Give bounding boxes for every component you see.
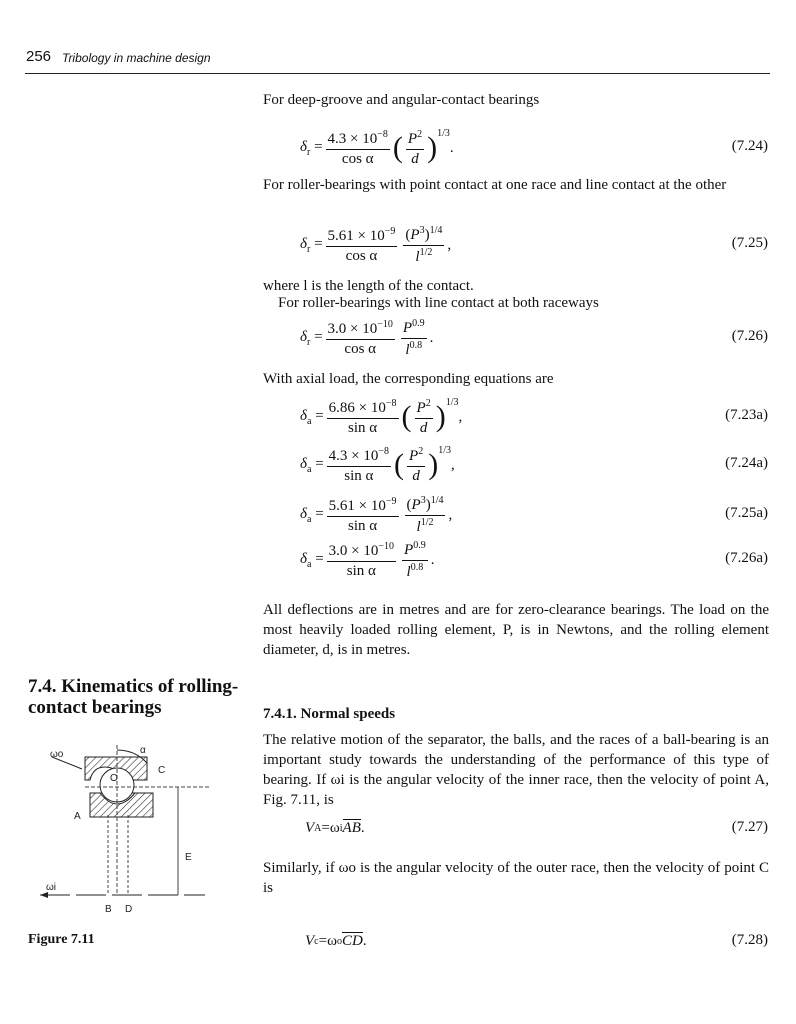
punctuation: . bbox=[430, 551, 435, 568]
exponent: 0.9 bbox=[413, 539, 426, 551]
p: P bbox=[409, 447, 419, 464]
l: l bbox=[416, 518, 421, 535]
subscript: r bbox=[306, 146, 311, 158]
punctuation: , bbox=[448, 506, 453, 523]
equation bbox=[305, 930, 367, 952]
exponent: −8 bbox=[385, 397, 397, 409]
paragraph: With axial load, the corresponding equations are bbox=[263, 371, 554, 387]
paragraph: For roller-bearings with point contact at one race and line contact at the other bbox=[263, 177, 727, 193]
equation-number: (7.27) bbox=[731, 819, 768, 835]
delta: δ bbox=[300, 407, 307, 424]
equation-number: (7.24) bbox=[731, 138, 768, 154]
l: l bbox=[405, 341, 410, 358]
equation bbox=[300, 318, 433, 358]
p: ( bbox=[405, 226, 411, 243]
denominator bbox=[415, 516, 436, 536]
section-heading: 7.4. Kinematics of rolling-contact bearings bbox=[28, 676, 239, 718]
fraction bbox=[407, 446, 425, 485]
fraction bbox=[327, 446, 391, 485]
power: 0.8 bbox=[410, 561, 424, 573]
p: P bbox=[404, 541, 414, 558]
numerator bbox=[326, 226, 398, 247]
right-paren: ) bbox=[435, 400, 446, 433]
fraction bbox=[403, 225, 444, 266]
l: l bbox=[406, 563, 411, 580]
punctuation: . bbox=[362, 932, 367, 949]
numerator bbox=[327, 398, 399, 419]
numerator bbox=[403, 225, 444, 246]
subscript: i bbox=[339, 822, 343, 834]
delta: δ bbox=[300, 235, 307, 252]
p: ) bbox=[424, 226, 430, 243]
power: 1/3 bbox=[438, 445, 451, 456]
label-o: O bbox=[110, 773, 118, 784]
paragraph: Similarly, if ωo is the angular velocity of the outer race, then the velocity of point C is bbox=[263, 860, 769, 896]
p: ( bbox=[406, 496, 412, 513]
p: P bbox=[402, 319, 413, 336]
power: 0.8 bbox=[409, 339, 423, 351]
subsection-heading: 7.4.1. Normal speeds bbox=[263, 706, 396, 722]
punctuation: . bbox=[429, 329, 434, 346]
equation-number: (7.25a) bbox=[725, 505, 768, 521]
numerator bbox=[415, 398, 433, 419]
coef: 4.3 × 10 bbox=[328, 447, 379, 464]
label-alpha: α bbox=[140, 745, 146, 756]
power: 1/4 bbox=[429, 224, 443, 236]
velocity: V bbox=[305, 932, 315, 949]
label-c: C bbox=[158, 765, 166, 776]
denominator: cos α bbox=[345, 247, 378, 264]
p: ) bbox=[425, 496, 431, 513]
subscript: c bbox=[314, 935, 319, 947]
d-symbol: d bbox=[419, 419, 428, 436]
equation-lhs bbox=[300, 329, 323, 348]
subscript: a bbox=[306, 415, 312, 427]
denominator: cos α bbox=[344, 340, 377, 357]
header-rule bbox=[25, 73, 770, 74]
fraction bbox=[327, 541, 396, 580]
fraction bbox=[415, 398, 433, 437]
fraction bbox=[327, 398, 399, 437]
right-paren: ) bbox=[428, 448, 439, 481]
numerator bbox=[327, 446, 391, 467]
p: P bbox=[416, 399, 426, 416]
numerator bbox=[406, 129, 424, 150]
label-omega-o: ωo bbox=[50, 749, 64, 760]
exponent: −8 bbox=[377, 128, 388, 140]
equation bbox=[300, 495, 452, 535]
numerator bbox=[401, 318, 427, 339]
exponent: −10 bbox=[378, 540, 395, 552]
equals: = bbox=[311, 407, 324, 424]
denominator: sin α bbox=[348, 419, 378, 436]
delta: δ bbox=[300, 550, 307, 567]
punctuation: , bbox=[447, 236, 452, 253]
equation-lhs bbox=[300, 551, 324, 570]
exponent: −9 bbox=[385, 495, 397, 507]
equation-lhs bbox=[300, 456, 324, 475]
p: P bbox=[410, 226, 420, 243]
exponent: 0.9 bbox=[412, 317, 425, 329]
fraction bbox=[327, 496, 399, 535]
denominator bbox=[403, 339, 424, 359]
delta: δ bbox=[300, 505, 307, 522]
equation-lhs bbox=[300, 408, 324, 427]
p: P bbox=[411, 496, 421, 513]
figure-caption: Figure 7.11 bbox=[28, 932, 95, 947]
numerator bbox=[327, 496, 399, 517]
label-omega-i: ωi bbox=[46, 882, 57, 893]
equals: = bbox=[311, 505, 324, 522]
power: 1/2 bbox=[419, 246, 433, 258]
exponent: 2 bbox=[418, 445, 424, 457]
left-paren: ( bbox=[392, 131, 403, 164]
subscript: a bbox=[306, 463, 312, 475]
denominator bbox=[413, 246, 434, 266]
numerator bbox=[407, 446, 425, 467]
numerator bbox=[327, 541, 396, 562]
equation-number: (7.26) bbox=[731, 328, 768, 344]
equation bbox=[300, 225, 451, 265]
subscript: A bbox=[314, 822, 322, 834]
exponent: 2 bbox=[425, 397, 431, 409]
coef: 3.0 × 10 bbox=[327, 320, 378, 337]
delta: δ bbox=[300, 328, 307, 345]
exponent: −8 bbox=[378, 445, 390, 457]
equation bbox=[300, 540, 434, 580]
paragraph: For roller-bearings with line contact at both raceways bbox=[278, 295, 599, 311]
punctuation: , bbox=[458, 408, 463, 425]
power: 1/2 bbox=[420, 516, 434, 528]
label-b: B bbox=[105, 904, 112, 915]
velocity: V bbox=[305, 819, 315, 836]
equation-number: (7.24a) bbox=[725, 455, 768, 471]
equation-number: (7.26a) bbox=[725, 550, 768, 566]
equation bbox=[300, 128, 454, 168]
exponent: 3 bbox=[419, 224, 425, 236]
label-a: A bbox=[74, 811, 81, 822]
rhs: =ω bbox=[318, 932, 337, 949]
coef: 4.3 × 10 bbox=[327, 130, 378, 147]
paragraph: The relative motion of the separator, the balls, and the races of a ball-bearing is an important study towards the understanding of the performance of this type of bearing. If ωi is the angular velocity of the inner race, then the velocity of point A, Fig. 7.11, is bbox=[263, 732, 769, 808]
subscript: a bbox=[306, 558, 312, 570]
coef: 5.61 × 10 bbox=[327, 227, 385, 244]
equals: = bbox=[310, 235, 323, 252]
label-d: D bbox=[125, 904, 133, 915]
exponent: 3 bbox=[420, 494, 426, 506]
rhs: =ω bbox=[321, 819, 340, 836]
left-paren: ( bbox=[394, 448, 405, 481]
segment: CD bbox=[341, 933, 363, 949]
equation-lhs bbox=[300, 506, 324, 525]
delta: δ bbox=[300, 455, 307, 472]
denominator: sin α bbox=[344, 467, 374, 484]
equation-number: (7.28) bbox=[731, 932, 768, 948]
subscript: a bbox=[306, 513, 312, 525]
d-symbol: d bbox=[411, 150, 419, 167]
fraction bbox=[326, 226, 398, 265]
punctuation: . bbox=[360, 819, 365, 836]
equation bbox=[300, 445, 455, 485]
denominator: sin α bbox=[348, 517, 378, 534]
punctuation: . bbox=[449, 139, 454, 156]
numerator bbox=[405, 495, 446, 516]
fraction bbox=[326, 319, 395, 358]
l: l bbox=[415, 248, 420, 265]
power: 1/3 bbox=[437, 128, 450, 139]
exponent: 2 bbox=[417, 128, 423, 140]
subscript: r bbox=[306, 243, 311, 255]
page-number: 256 bbox=[26, 48, 52, 65]
numerator bbox=[326, 319, 395, 340]
numerator bbox=[402, 540, 428, 561]
equals: = bbox=[311, 455, 324, 472]
subscript: r bbox=[306, 336, 311, 348]
equation bbox=[305, 817, 365, 839]
equation-number: (7.25) bbox=[731, 235, 768, 251]
paragraph: where l is the length of the contact. bbox=[263, 278, 474, 294]
coef: 5.61 × 10 bbox=[328, 497, 386, 514]
d-symbol: d bbox=[412, 467, 420, 484]
bearing-figure bbox=[30, 745, 220, 925]
coef: 3.0 × 10 bbox=[328, 542, 379, 559]
fraction bbox=[401, 318, 427, 359]
paragraph: For deep-groove and angular-contact bearings bbox=[263, 92, 540, 108]
equals: = bbox=[311, 550, 324, 567]
label-e: E bbox=[185, 852, 192, 863]
coef: 6.86 × 10 bbox=[328, 399, 386, 416]
power: 1/4 bbox=[430, 494, 444, 506]
equation bbox=[300, 397, 462, 437]
fraction bbox=[326, 129, 390, 168]
segment: AB bbox=[342, 820, 361, 836]
equals: = bbox=[310, 138, 323, 155]
denominator: cos α bbox=[341, 150, 374, 167]
numerator bbox=[326, 129, 390, 150]
delta: δ bbox=[300, 138, 307, 155]
right-paren: ) bbox=[427, 131, 438, 164]
power: 1/3 bbox=[445, 397, 459, 408]
fraction bbox=[402, 540, 428, 581]
denominator bbox=[405, 561, 426, 581]
paragraph: All deflections are in metres and are for zero-clearance bearings. The load on the most heavily loaded rolling element, P, is in Newtons, and the rolling element diameter, d, is in metres. bbox=[263, 602, 769, 658]
equation-number: (7.23a) bbox=[725, 407, 768, 423]
exponent: −9 bbox=[384, 225, 396, 237]
subscript: o bbox=[336, 935, 342, 947]
denominator: sin α bbox=[346, 562, 376, 579]
equation-lhs bbox=[300, 236, 323, 255]
punctuation: , bbox=[450, 456, 455, 473]
left-paren: ( bbox=[401, 400, 412, 433]
equals: = bbox=[310, 328, 323, 345]
running-title: Tribology in machine design bbox=[62, 51, 211, 65]
p: P bbox=[407, 130, 418, 147]
equation-lhs bbox=[300, 139, 323, 158]
fraction bbox=[406, 129, 424, 168]
fraction bbox=[405, 495, 446, 536]
exponent: −10 bbox=[377, 318, 393, 330]
